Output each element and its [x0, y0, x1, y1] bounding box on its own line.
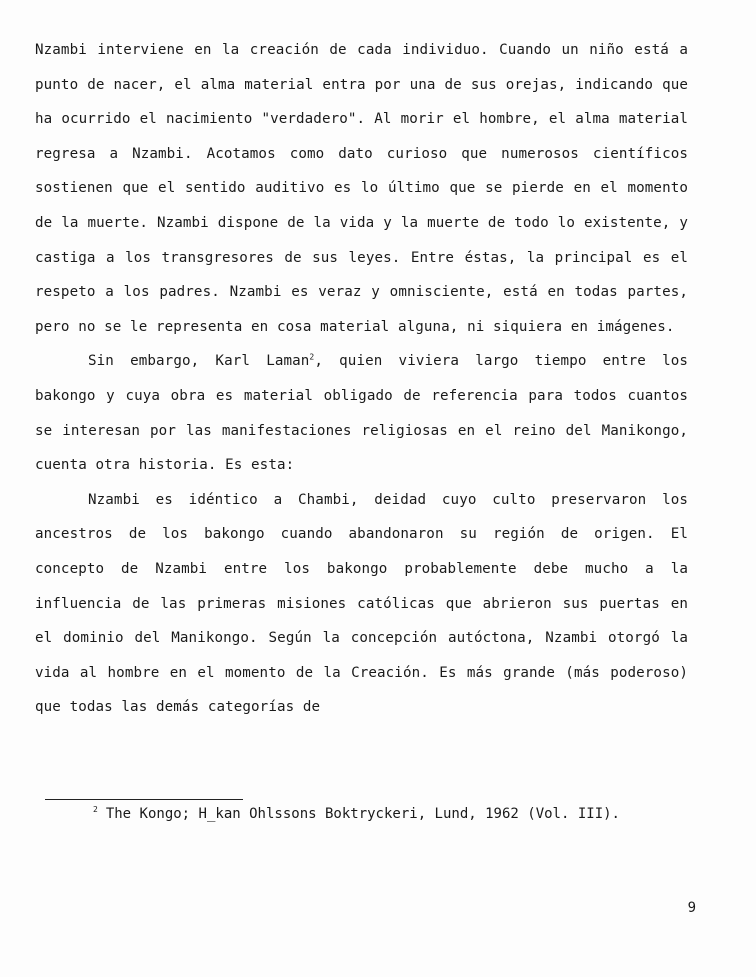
paragraph-1: Nzambi interviene en la creación de cada individuo. Cuando un niño está a punto de nacer, el alma material entra por una de sus orejas, indicando que ha ocurrido el nacimiento "verdadero". Al morir el hombre, el alma material regresa a Nzambi. Acotamos como dato curioso que numerosos científicos sostienen que el sentido auditivo es lo último que se pierde en el momento de la muerte. Nzambi dispone de la vida y la muerte de todo lo existente, y castiga a los transgresores de sus leyes. Entre éstas, la principal es el respeto a los padres. Nzambi es veraz y omnisciente, está en todas partes, pero no se le representa en cosa material alguna, ni siquiera en imágenes.	[35, 42, 688, 335]
page-number: 9	[687, 900, 696, 916]
paragraph-2-start: Sin embargo, Karl Laman	[88, 353, 310, 370]
footnote	[45, 800, 693, 828]
paragraph-2-rest: , quien viviera largo tiempo entre los bakongo y cuya obra es material obligado de referencia para todos cuantos se interesan por las manifestaciones religiosas en el reino del Manikongo, cuenta otra historia. Es esta:	[35, 353, 688, 474]
body-text	[35, 33, 688, 725]
footnote-text: The Kongo; H_kan Ohlssons Boktryckeri, Lund, 1962 (Vol. III).	[105, 806, 620, 822]
paragraph-2	[35, 344, 688, 482]
footnote-reference[interactable]: 2	[309, 352, 315, 362]
paragraph-3: Nzambi es idéntico a Chambi, deidad cuyo culto preservaron los ancestros de los bakongo cuando abandonaron su región de origen. El concepto de Nzambi entre los bakongo probablemente debe mucho a la influencia de las primeras misiones católicas que abrieron sus puertas en el dominio del Manikongo. Según la concepción autóctona, Nzambi otorgó la vida al hombre en el momento de la Creación. Es más grande (más poderoso) que todas las demás categorías de	[35, 491, 688, 716]
footnote-mark: 2	[93, 805, 98, 815]
